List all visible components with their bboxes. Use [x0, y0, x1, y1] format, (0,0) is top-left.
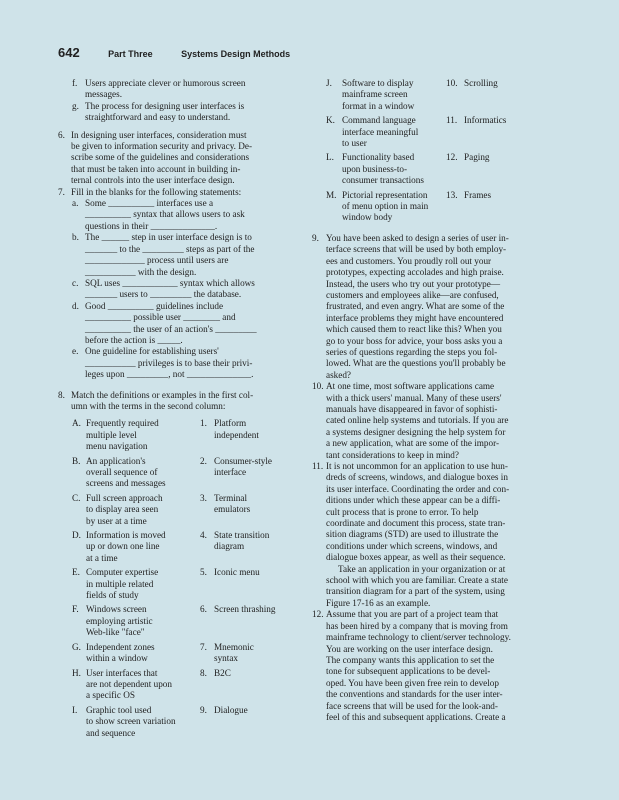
text-line: _______ to the _________ steps as part of the [85, 243, 255, 254]
match-letter: B. [72, 455, 81, 466]
text-line: Full screen approach [86, 492, 163, 503]
item-label: c. [72, 277, 79, 288]
match-letter: G. [72, 641, 81, 652]
text-line: cated online help systems and tutorials. If you are [326, 415, 509, 426]
text-line: employing artistic [86, 615, 153, 626]
text-line: before the action is _____. [85, 334, 183, 345]
text-line: Functionality based [342, 152, 415, 163]
text-line: terface screens that will be used by both employ- [326, 244, 507, 255]
match-term [214, 456, 310, 490]
text-line: format in a window [342, 100, 415, 111]
item-label: 12. [312, 609, 324, 620]
match-letter: H. [72, 667, 81, 678]
text-line: with a thick users' manual. Many of these users' [326, 392, 502, 403]
list-item [72, 78, 298, 101]
text-line: school with which you are familiar. Create a state [326, 575, 508, 586]
text-line: _______ users to _________ the database. [85, 289, 242, 300]
text-line: Iconic menu [214, 567, 260, 578]
match-number: 7. [200, 641, 207, 652]
item-text [85, 346, 298, 380]
match-term [214, 567, 310, 601]
item-label: e. [72, 346, 79, 357]
text-line: __________ syntax that allows users to ask [85, 209, 245, 220]
text-line: customers and employees alike—are confused, [326, 289, 499, 300]
text-line: a systems designer designing the help system for [326, 426, 506, 437]
list-item [72, 346, 298, 380]
text-line: straightforward and easy to understand. [85, 112, 231, 123]
item-label: 9. [312, 232, 319, 243]
text-line: Software to display [342, 78, 414, 88]
match-letter: K. [326, 115, 335, 126]
text-line: ternal controls into the user interface design. [71, 175, 235, 186]
text-line: tone for subsequent applications to be devel- [326, 666, 491, 677]
match-definition [86, 418, 200, 452]
match-number: 5. [200, 567, 207, 578]
text-line: Users appreciate clever or humorous screen [85, 78, 246, 88]
text-line: face screens that will be used for the look-and- [326, 700, 498, 711]
list-item [72, 301, 298, 347]
text-line: cult process that is prone to error. To help [326, 506, 479, 517]
text-line: Match the definitions or examples in the first col- [71, 389, 254, 400]
item-label: g. [72, 100, 79, 111]
text-line: Terminal [214, 492, 248, 503]
text-line: to show screen variation [86, 716, 176, 727]
question-8 [58, 390, 298, 413]
match-term [214, 705, 310, 739]
text-line: Consumer-style [214, 455, 272, 466]
match-letter: I. [72, 704, 78, 715]
text-line: Computer expertise [86, 567, 159, 578]
question-12 [312, 609, 564, 723]
text-line: that must be taken into account in building in- [71, 163, 241, 174]
text-line: Some __________ interfaces use a [85, 198, 214, 209]
text-line: frustrated, and even angry. What are some of the [326, 301, 505, 312]
item-label: 7. [58, 186, 65, 197]
text-line: Pictorial representation [342, 189, 428, 200]
match-wrapper [72, 418, 298, 739]
q5-continued-items [72, 78, 298, 124]
item-label: 8. [58, 389, 65, 400]
text-line: ees and customers. You proudly roll out your [326, 255, 492, 266]
text-line: dialogue boxes appear, as well as their sequence. [326, 552, 506, 563]
text-line: independent [214, 429, 259, 440]
text-line: Web-like "face" [86, 627, 145, 638]
text-line: Windows screen [86, 604, 147, 615]
text-line: The process for designing user interfaces is [85, 100, 245, 111]
match-number: 11. [446, 115, 458, 126]
text-line: It is not uncommon for an application to use hun- [326, 461, 508, 471]
match-term [214, 642, 310, 665]
item-text [326, 609, 564, 723]
text-line: tant considerations to keep in mind? [326, 449, 459, 460]
text-line: dreds of screens, windows, and dialogue boxes in [326, 472, 508, 483]
text-line: SQL uses ____________ syntax which allows [85, 277, 255, 288]
text-line: Dialogue [214, 704, 248, 715]
text-line: diagram [214, 541, 245, 552]
match-number: 4. [200, 530, 207, 541]
text-line: asked? [326, 369, 351, 380]
list-item [72, 232, 298, 278]
text-line: _____________ process until users are [85, 255, 229, 266]
item-text [326, 381, 564, 461]
text-line: to display area seen [86, 504, 159, 515]
match-term [464, 152, 544, 186]
item-label: 10. [312, 381, 324, 392]
text-line: screens and messages [86, 478, 166, 489]
text-line: Frames [464, 189, 492, 200]
text-line: the conventions and standards for the user inter- [326, 689, 503, 700]
text-line: series of questions regarding the steps you fol- [326, 346, 498, 357]
item-text [326, 233, 564, 381]
list-item [72, 101, 298, 124]
item-label: 11. [312, 461, 324, 471]
text-line: has been hired by a company that is moving from [326, 620, 508, 631]
match-letter: A. [72, 418, 81, 429]
text-line: are not dependent upon [86, 678, 172, 689]
text-line: B2C [214, 667, 231, 678]
question-10 [312, 381, 564, 461]
item-label: 6. [58, 129, 65, 140]
item-text [85, 232, 298, 278]
text-line: scribe some of the guidelines and considerations [71, 152, 250, 163]
item-label: b. [72, 232, 79, 243]
text-line: umn with the terms in the second column: [71, 400, 226, 411]
text-line: emulators [214, 504, 251, 515]
match-definition [86, 493, 200, 527]
text-line: Command language [342, 115, 416, 126]
text-line: within a window [86, 653, 148, 664]
text-line: be given to information security and privacy. De- [71, 141, 253, 152]
match-definition [86, 530, 200, 564]
text-line: feel of this and subsequent applications. Create a [326, 711, 506, 722]
match-number: 2. [200, 455, 207, 466]
match-definition [86, 705, 200, 739]
match-number: 13. [446, 189, 458, 200]
matching-table-continued [326, 78, 564, 224]
text-line: You are working on the user interface design. [326, 643, 493, 654]
list-item [72, 278, 298, 301]
right-column [312, 78, 564, 723]
match-letter: C. [72, 492, 81, 503]
question-9 [312, 233, 564, 381]
matching-table [72, 418, 298, 739]
match-number: 12. [446, 152, 458, 163]
text-line: State transition [214, 530, 270, 541]
text-line: Scrolling [464, 78, 498, 88]
item-text [85, 101, 298, 124]
match-number: 1. [200, 418, 207, 429]
text-line: Instead, the users who try out your prototype— [326, 278, 501, 289]
text-line: upon business-to- [342, 163, 408, 174]
part-label: Part Three [108, 49, 153, 59]
match-term [464, 190, 544, 224]
text-line: Take an application in your organization or at [338, 563, 506, 574]
match-definition [86, 604, 200, 638]
text-line: up or down one line [86, 541, 160, 552]
spacer [312, 224, 564, 233]
text-line: prototypes, expecting accolades and high praise. [326, 267, 504, 278]
text-line: Informatics [464, 115, 507, 126]
match-term [214, 418, 310, 452]
text-line: Fill in the blanks for the following statements: [71, 186, 242, 197]
match-number: 10. [446, 78, 458, 88]
match-term [214, 530, 310, 564]
match-definition [86, 642, 200, 665]
match-number: 3. [200, 492, 207, 503]
match-definition [86, 668, 200, 702]
text-line: its user interface. Coordinating the order and con- [326, 483, 510, 494]
text-line: mainframe screen [342, 89, 408, 100]
item-text [71, 390, 298, 413]
text-line: Platform [214, 418, 247, 429]
text-line: at a time [86, 552, 118, 563]
text-line: mainframe technology to client/server technology. [326, 632, 511, 643]
text-line: a new application, what are some of the impor- [326, 438, 500, 449]
item-label: f. [72, 78, 78, 88]
text-line: Screen thrashing [214, 604, 276, 615]
text-line: ___________ with the design. [85, 266, 197, 277]
text-line: In designing user interfaces, consideration must [71, 129, 247, 140]
text-line: An application's [86, 455, 146, 466]
match-letter: M. [326, 189, 337, 200]
item-text [85, 301, 298, 347]
match-letter: D. [72, 530, 81, 541]
text-line: multiple level [86, 429, 137, 440]
question-7-items [72, 198, 298, 381]
text-line: Good __________ guidelines include [85, 300, 224, 311]
match-term [214, 604, 310, 638]
item-text [71, 187, 298, 198]
text-line: of menu option in main [342, 201, 429, 212]
text-line: You have been asked to design a series of user in- [326, 232, 509, 243]
text-line: Mnemonic [214, 641, 254, 652]
text-line: interface problems they might have encountered [326, 312, 504, 323]
text-line: and sequence [86, 727, 136, 738]
text-line: Paging [464, 152, 490, 163]
text-line: manuals have disappeared in favor of sophisti- [326, 403, 498, 414]
item-label: a. [72, 198, 79, 209]
text-line: Figure 17-16 as an example. [326, 597, 431, 608]
text-line: window body [342, 212, 393, 223]
text-line: lowed. What are the questions you'll probably be [326, 358, 506, 369]
question-7 [58, 187, 298, 198]
text-line: interface meaningful [342, 126, 419, 137]
text-line: menu navigation [86, 441, 148, 452]
text-line: Graphic tool used [86, 704, 152, 715]
text-line: messages. [85, 89, 122, 100]
match-letter: E. [72, 567, 80, 578]
match-definition [342, 152, 446, 186]
match-continued [326, 78, 564, 224]
page-number: 642 [58, 45, 80, 60]
text-line: __________ possible user ________ and [85, 312, 236, 323]
item-text [85, 198, 298, 232]
text-line: Frequently required [86, 418, 159, 429]
text-line: The ______ step in user interface design is to [85, 232, 252, 243]
match-term [464, 78, 544, 112]
text-line: Information is moved [86, 530, 166, 541]
text-line: One guideline for establishing users' [85, 346, 219, 357]
item-text [71, 130, 298, 187]
text-line: consumer transactions [342, 175, 424, 186]
item-text [85, 278, 298, 301]
text-line: At one time, most software applications came [326, 381, 495, 392]
list-item [72, 198, 298, 232]
text-line: fields of study [86, 590, 139, 601]
match-definition [86, 456, 200, 490]
item-text [85, 78, 298, 101]
section-title: Systems Design Methods [181, 49, 291, 59]
match-definition [342, 190, 446, 224]
match-term [214, 493, 310, 527]
text-line: Assume that you are part of a project team that [326, 609, 499, 620]
text-line: coordinate and document this process, state tran- [326, 518, 506, 529]
text-line: syntax [214, 653, 238, 664]
item-text [326, 461, 564, 609]
text-line: transition diagram for a part of the system, using [326, 586, 505, 597]
text-line: Independent zones [86, 641, 155, 652]
text-line: leges upon _________, not ______________. [85, 369, 254, 380]
page-header [58, 44, 290, 62]
text-line: ___________ privileges is to base their privi- [85, 357, 253, 368]
match-definition [86, 567, 200, 601]
text-line: The company wants this application to set the [326, 654, 495, 665]
match-letter: L. [326, 152, 334, 163]
item-label: d. [72, 300, 79, 311]
match-letter: J. [326, 78, 332, 88]
text-line: overall sequence of [86, 467, 158, 477]
question-11 [312, 461, 564, 609]
text-line: a specific OS [86, 690, 135, 701]
text-line: sition diagrams (STD) are used to illustrate the [326, 529, 499, 540]
match-number: 8. [200, 667, 207, 678]
text-line: to user [342, 138, 367, 149]
left-column [58, 78, 298, 739]
text-line: ditions under which these appear can be a diffi- [326, 495, 501, 506]
text-line: interface [214, 467, 247, 477]
match-definition [342, 78, 446, 112]
match-term [214, 668, 310, 702]
text-line: go to your boss for advice, your boss asks you a [326, 335, 503, 346]
match-definition [342, 115, 446, 149]
text-line: questions in their ______________. [85, 220, 218, 231]
question-6 [58, 130, 298, 187]
match-number: 6. [200, 604, 207, 615]
text-line: User interfaces that [86, 667, 158, 678]
text-line: oped. You have been given free rein to develop [326, 677, 499, 688]
text-line: conditions under which screens, windows, and [326, 540, 498, 551]
text-line: which caused them to react like this? When you [326, 324, 502, 335]
match-number: 9. [200, 704, 207, 715]
spacer [58, 381, 298, 390]
match-letter: F. [72, 604, 79, 615]
text-line: by user at a time [86, 515, 147, 526]
match-term [464, 115, 544, 149]
text-line: __________ the user of an action's _________ [85, 323, 257, 334]
text-line: in multiple related [86, 578, 154, 589]
